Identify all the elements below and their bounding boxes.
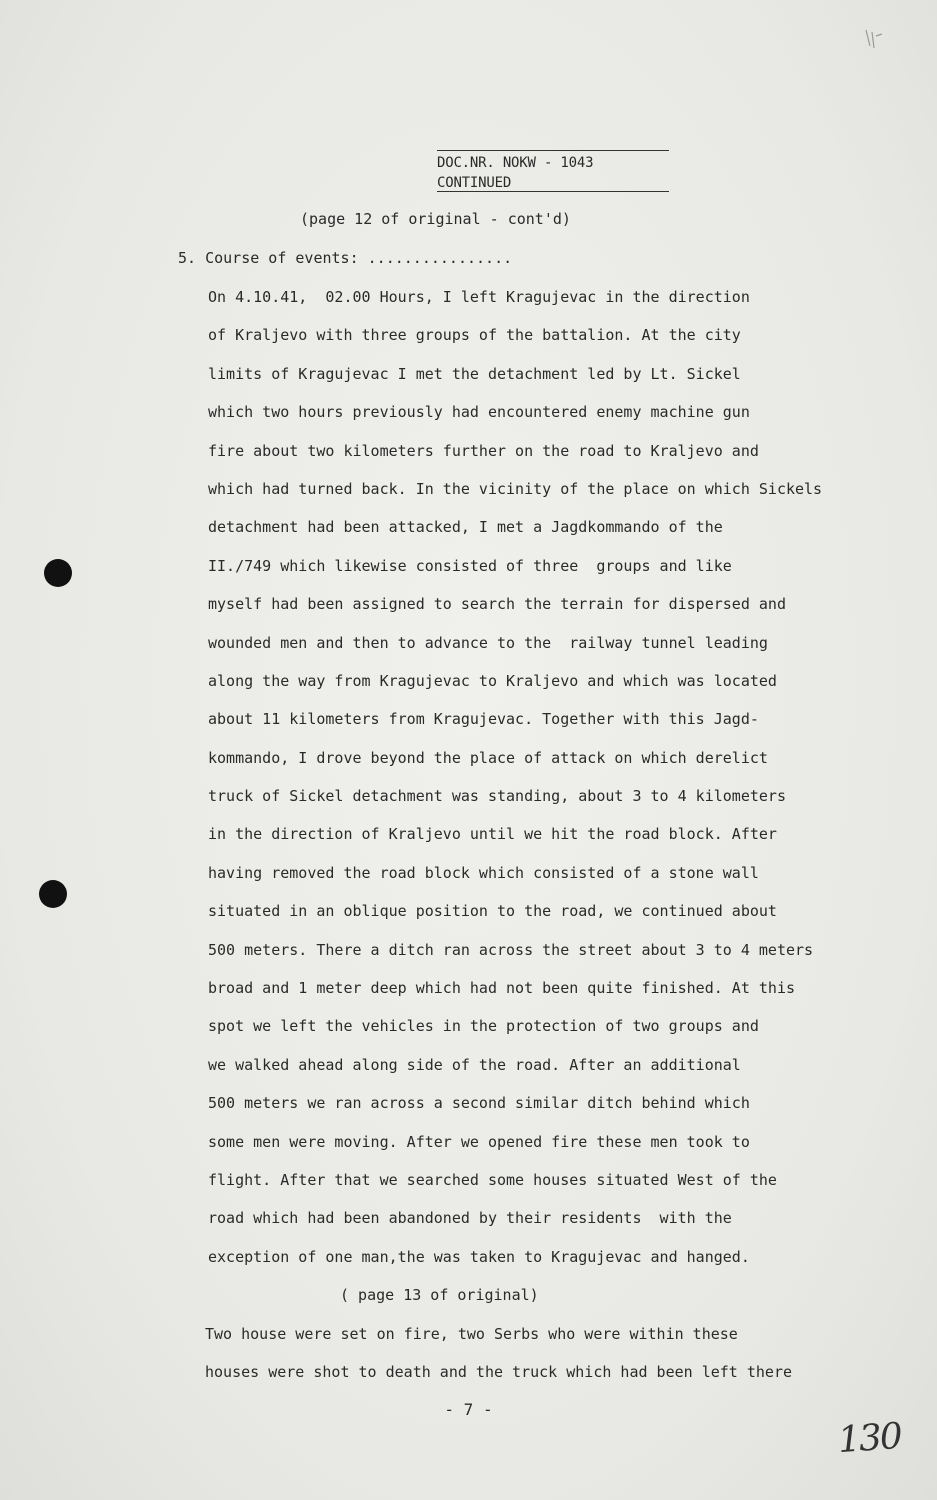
body-line: some men were moving. After we opened fire these men took to bbox=[208, 1132, 750, 1151]
body-line: myself had been assigned to search the terrain for dispersed and bbox=[208, 595, 786, 614]
body-line: broad and 1 meter deep which had not been quite finished. At this bbox=[208, 979, 795, 998]
body-line: situated in an oblique position to the road, we continued about bbox=[208, 902, 777, 921]
body-text bbox=[205, 284, 888, 1397]
body-line: limits of Kragujevac I met the detachment led by Lt. Sickel bbox=[208, 364, 741, 383]
body-line: which had turned back. In the vicinity of the place on which Sickels bbox=[208, 479, 823, 498]
handwritten-page-number: 130 bbox=[836, 1415, 903, 1462]
corner-pencil-mark bbox=[860, 26, 888, 52]
punch-hole bbox=[44, 559, 72, 587]
body-line: II./749 which likewise consisted of three groups and like bbox=[208, 556, 732, 575]
document-header bbox=[437, 150, 669, 192]
doc-number: DOC.NR. NOKW - 1043 bbox=[437, 155, 594, 171]
body-line: along the way from Kragujevac to Kraljevo and which was located bbox=[208, 671, 777, 690]
page-number: - 7 - bbox=[444, 1400, 493, 1419]
page-reference: (page 12 of original - cont'd) bbox=[300, 210, 571, 228]
body-line: flight. After that we searched some houses situated West of the bbox=[208, 1170, 777, 1189]
body-line: houses were shot to death and the truck which had been left there bbox=[205, 1362, 792, 1381]
continued-label: CONTINUED bbox=[437, 175, 512, 191]
body-line: fire about two kilometers further on the road to Kraljevo and bbox=[208, 441, 759, 460]
body-line: 500 meters. There a ditch ran across the street about 3 to 4 meters bbox=[208, 940, 814, 959]
body-line: exception of one man,the was taken to Kragujevac and hanged. bbox=[208, 1247, 750, 1266]
body-line: detachment had been attacked, I met a Jagdkommando of the bbox=[208, 518, 723, 537]
header-top-rule bbox=[437, 150, 669, 151]
body-line: we walked ahead along side of the road. After an additional bbox=[208, 1055, 741, 1074]
body-line: truck of Sickel detachment was standing, about 3 to 4 kilometers bbox=[208, 787, 786, 806]
page-reference-2: ( page 13 of original) bbox=[340, 1286, 539, 1305]
body-line: kommando, I drove beyond the place of attack on which derelict bbox=[208, 748, 768, 767]
body-line: On 4.10.41, 02.00 Hours, I left Kragujevac in the direction bbox=[208, 288, 750, 306]
body-line: 500 meters we ran across a second similar ditch behind which bbox=[208, 1094, 750, 1113]
body-line: which two hours previously had encountered enemy machine gun bbox=[208, 403, 750, 422]
section-heading: 5. Course of events: ................ bbox=[178, 249, 513, 267]
body-line: wounded men and then to advance to the railway tunnel leading bbox=[208, 633, 768, 652]
body-line: spot we left the vehicles in the protection of two groups and bbox=[208, 1017, 759, 1036]
body-line: road which had been abandoned by their residents with the bbox=[208, 1209, 732, 1228]
body-line: Two house were set on fire, two Serbs who were within these bbox=[205, 1324, 738, 1343]
body-line: having removed the road block which consisted of a stone wall bbox=[208, 863, 759, 882]
body-line: in the direction of Kraljevo until we hit the road block. After bbox=[208, 825, 777, 844]
punch-hole bbox=[39, 880, 67, 908]
body-line: of Kraljevo with three groups of the battalion. At the city bbox=[208, 326, 741, 345]
body-line: about 11 kilometers from Kragujevac. Together with this Jagd- bbox=[208, 710, 759, 729]
